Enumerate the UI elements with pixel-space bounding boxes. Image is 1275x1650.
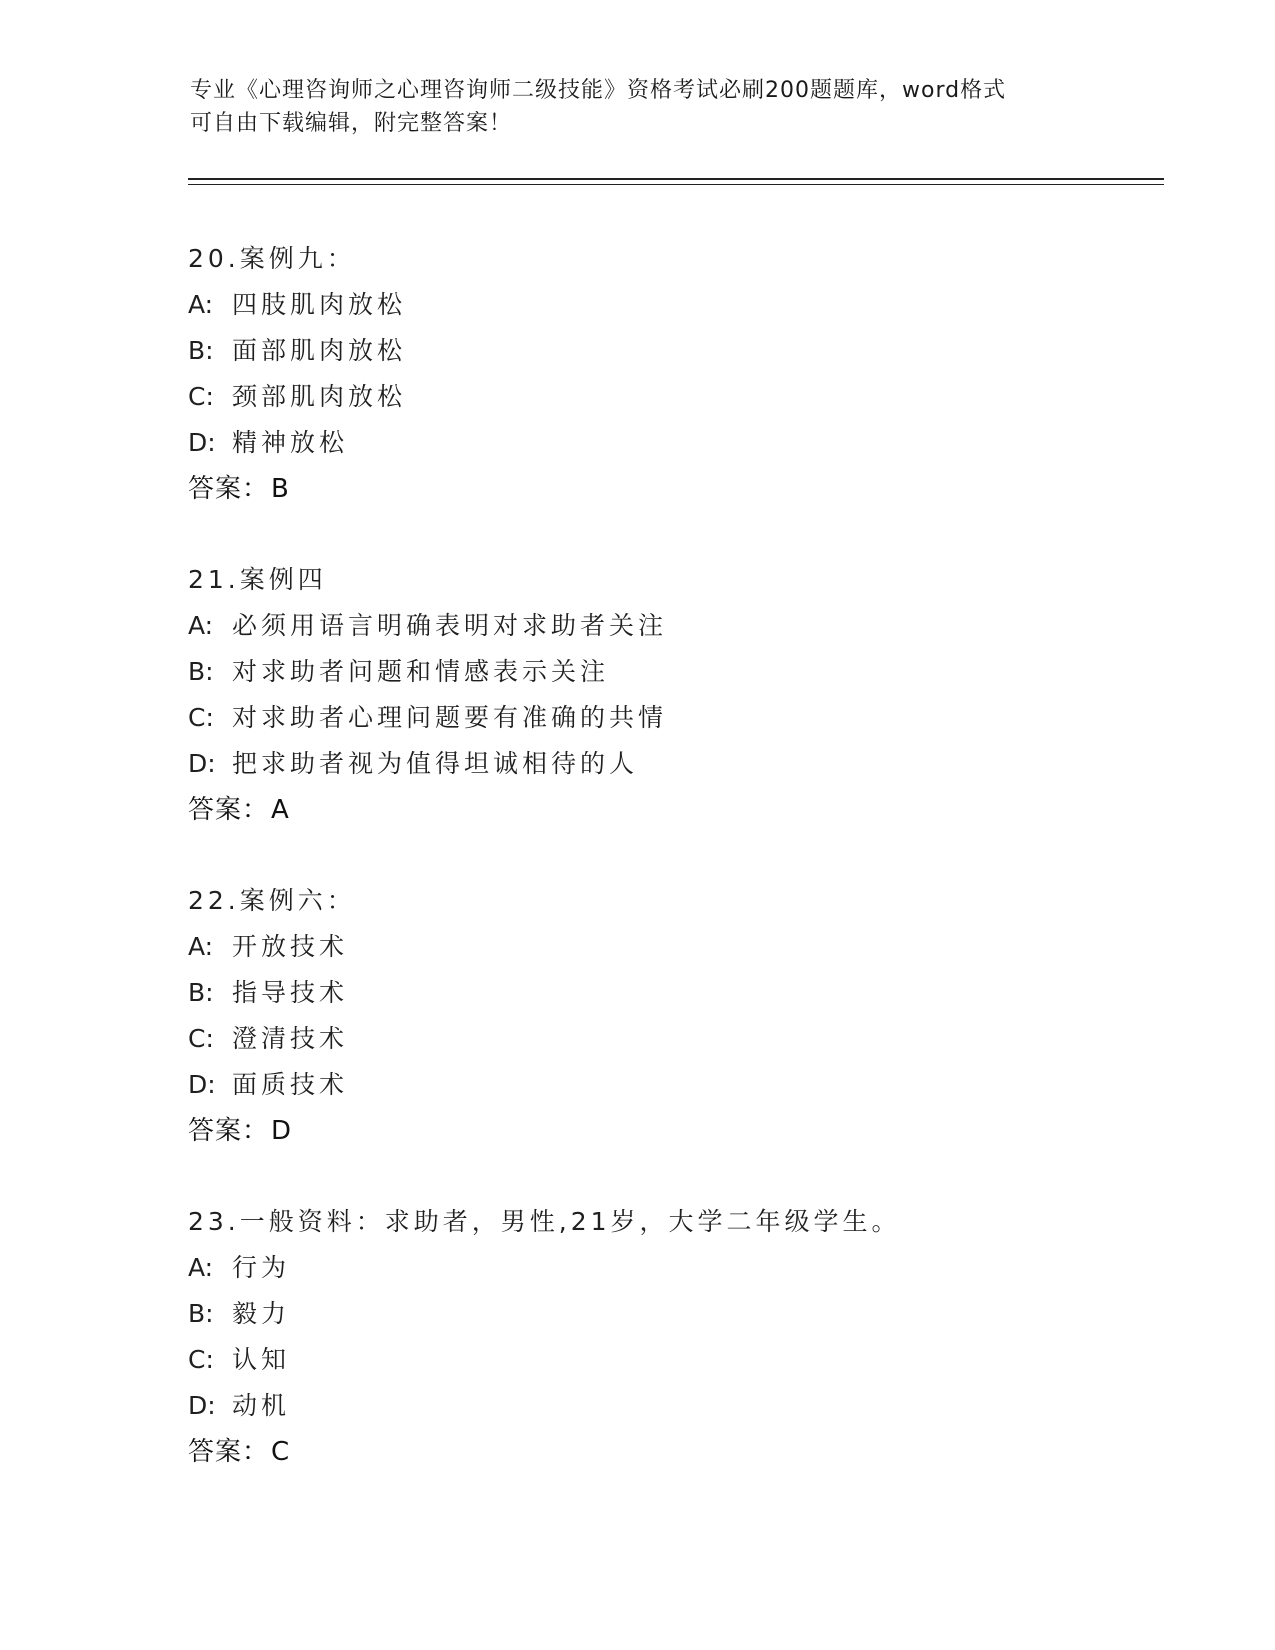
- option-text: 行为: [232, 1253, 291, 1282]
- option-a: [188, 282, 1148, 328]
- question-item: [188, 236, 1148, 512]
- option-letter: D:: [188, 428, 216, 457]
- question-title: 21.案例四: [188, 565, 327, 594]
- option-d: [188, 741, 1148, 787]
- header-divider-thin: [188, 184, 1164, 185]
- option-c: [188, 1016, 1148, 1062]
- question-item: [188, 1199, 1148, 1475]
- header-divider-thick: [188, 178, 1164, 180]
- option-text: 认知: [232, 1345, 291, 1374]
- option-text: 对求助者问题和情感表示关注: [232, 657, 610, 686]
- question-title: 20.案例九：: [188, 244, 356, 273]
- option-letter: D:: [188, 1070, 216, 1099]
- option-letter: C:: [188, 1024, 214, 1053]
- option-text: 开放技术: [232, 932, 349, 961]
- answer-value: A: [271, 795, 290, 825]
- option-text: 指导技术: [232, 978, 349, 1007]
- answer-value: B: [271, 474, 290, 504]
- option-letter: D:: [188, 749, 216, 778]
- answer-line: [188, 787, 1148, 833]
- option-b: [188, 970, 1148, 1016]
- option-text: 毅力: [232, 1299, 291, 1328]
- question-item: [188, 557, 1148, 833]
- option-text: 必须用语言明确表明对求助者关注: [232, 611, 668, 640]
- option-text: 把求助者视为值得坦诚相待的人: [232, 749, 639, 778]
- option-letter: B:: [188, 1299, 214, 1328]
- option-a: [188, 603, 1148, 649]
- option-text: 面部肌肉放松: [232, 336, 407, 365]
- answer-value: D: [271, 1116, 293, 1146]
- option-letter: A:: [188, 290, 214, 319]
- option-letter: A:: [188, 611, 214, 640]
- document-header: [190, 74, 1070, 140]
- option-text: 精神放松: [232, 428, 349, 457]
- option-a: [188, 1245, 1148, 1291]
- option-text: 动机: [232, 1391, 291, 1420]
- option-letter: B:: [188, 336, 214, 365]
- option-letter: A:: [188, 932, 214, 961]
- option-text: 面质技术: [232, 1070, 349, 1099]
- option-d: [188, 1062, 1148, 1108]
- option-letter: B:: [188, 657, 214, 686]
- question-item: [188, 878, 1148, 1154]
- option-letter: A:: [188, 1253, 214, 1282]
- option-b: [188, 328, 1148, 374]
- answer-label: 答案：: [188, 795, 270, 825]
- option-letter: D:: [188, 1391, 216, 1420]
- option-letter: C:: [188, 1345, 214, 1374]
- answer-label: 答案：: [188, 474, 270, 504]
- option-c: [188, 1337, 1148, 1383]
- answer-label: 答案：: [188, 1116, 270, 1146]
- option-text: 澄清技术: [232, 1024, 349, 1053]
- answer-label: 答案：: [188, 1437, 270, 1467]
- option-letter: B:: [188, 978, 214, 1007]
- option-b: [188, 649, 1148, 695]
- question-title: 23.一般资料：求助者，男性,21岁，大学二年级学生。: [188, 1207, 901, 1236]
- answer-line: [188, 1429, 1148, 1475]
- option-text: 颈部肌肉放松: [232, 382, 407, 411]
- option-letter: C:: [188, 382, 214, 411]
- option-text: 对求助者心理问题要有准确的共情: [232, 703, 668, 732]
- answer-line: [188, 466, 1148, 512]
- option-text: 四肢肌肉放松: [232, 290, 407, 319]
- answer-value: C: [271, 1437, 291, 1467]
- question-list: [188, 236, 1148, 1520]
- question-title: 22.案例六：: [188, 886, 356, 915]
- header-title-line-2: 可自由下载编辑，附完整答案！: [190, 111, 513, 136]
- option-letter: C:: [188, 703, 214, 732]
- answer-line: [188, 1108, 1148, 1154]
- option-d: [188, 1383, 1148, 1429]
- header-title-line-1: 专业《心理咨询师之心理咨询师二级技能》资格考试必刷200题题库，word格式: [190, 78, 1007, 103]
- option-c: [188, 695, 1148, 741]
- option-d: [188, 420, 1148, 466]
- option-a: [188, 924, 1148, 970]
- option-b: [188, 1291, 1148, 1337]
- option-c: [188, 374, 1148, 420]
